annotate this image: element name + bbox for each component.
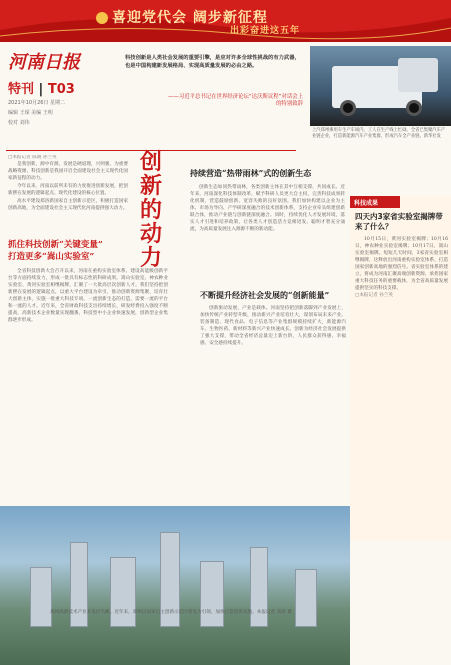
- wheel-icon: [406, 100, 422, 116]
- section2-column: [190, 184, 345, 284]
- lead-quote: 科技创新是人类社会发展的重要引擎，是应对许多全球性挑战的有力武器，也是中国构建新发展格局、实现高质量发展的必由之路。: [125, 55, 300, 69]
- section3-column: [200, 305, 346, 503]
- editor-line: 编辑 王琛 美编 王明: [8, 110, 53, 116]
- intro-byline: □本报记者 陈晓 孙兰英: [8, 155, 57, 160]
- sidebar-body: 10月15日，黄河实验室揭牌；10月16日，神农种业实验室揭牌；10月17日，嵩山实验室揭牌。短短几天时间，3家省实验室相继揭牌，这释放出河南重构实验室体系、打造国家创新高地的强烈信号。省实验室体系的建立，将成为河南汇聚高端创新资源、承担国家重大科技任务的重要载体，为全省高质量发展提供坚实的科技支撑。: [355, 237, 448, 291]
- building-shape: [295, 569, 317, 627]
- intro-column: [8, 155, 128, 235]
- proof-line: 校对 刘伟: [8, 120, 30, 126]
- sidebar-column: [355, 236, 448, 496]
- lead-attribution: ——习近平总书记在世界经济论坛“达沃斯议程”对话会上的特别致辞: [168, 94, 303, 107]
- banner-title: 喜迎党代会 阔步新征程: [112, 10, 268, 26]
- section2-body: 创新生态如同热带雨林，各类创新主体在其中互相支撑、共同成长。近年来，河南深化科技体制改革，赋予科研人员更大自主权，完善科技成果转化机制，营造鼓励创新、宽容失败的良好氛围。我们加快构建以企业为主体、市场为导向、产学研深度融合的技术创新体系，支持企业牵头组建创新联合体，推动产业链与创新链深度融合。同时，持续优化人才发展环境，落实人才引进和培养政策，让各类人才创造活力竞相迸发、聪明才智充分涌流，为高质量发展注入源源不断的新动能。: [190, 185, 345, 232]
- section3-body: 创新驱动发展，产业是载体。河南坚持把创新落脚到产业发展上，加快传统产业转型升级，推动新兴产业培育壮大，谋划布局未来产业。装备制造、现代食品、电子信息等产业集群规模持续扩大，新能源汽车、生物医药、新材料等新兴产业快速成长。创新为经济社会发展提供了强大支撑，带动全省经济总量迈上新台阶，人民群众获得感、幸福感、安全感持续提升。: [200, 306, 346, 346]
- section2-heading: 持续营造“热带雨林”式的创新生态: [190, 168, 312, 178]
- skyline-caption: 郑州高新技术产业开发区鸟瞰。近年来，郑州以国家自主创新示范区建设为引领，加快打造创新高地。本报记者 邓放 摄: [50, 610, 292, 615]
- section1-body: 全省科技创新大会召开以来，河南在重构实验室体系、建设高能级创新平台等方面持续发力，形成一批具有标志性的科研成果。嵩山实验室、神农种业实验室、黄河实验室相继揭牌，汇聚了一大批高层次创新人才。我们坚持把创新摆在发展的逻辑起点，以重大平台建设为牵引，推动创新资源集聚，培育壮大创新主体，实施一批重大科技专项。一流创新生态的打造，需要一流的平台和一流的人才。近年来，全省财政科技支出持续增长，研发经费投入强度不断提高，高新技术企业数量实现翻番，科技型中小企业快速发展，创新型企业集群逐步形成。: [8, 269, 168, 323]
- vehicle-cab-shape: [398, 58, 438, 92]
- edition-page: T03: [47, 82, 75, 97]
- building-shape: [110, 557, 136, 627]
- sidebar-heading: 四天内3家省实验室揭牌带来了什么？: [355, 212, 443, 231]
- date-line: 2021年10月26日 星期二: [8, 100, 66, 106]
- factory-photo: [310, 46, 451, 126]
- intro-paragraph: 是我创新，源中有源，发展是硬道理，兴则强，为重要战略资源，科技创新是我国开启全面建设社会主义现代化国家新征程的动力。: [8, 162, 128, 181]
- edition-label: 特刊 | T03: [8, 82, 75, 97]
- photo-caption: 上汽郑州乘用车生产车间内，工人在生产线上忙碌，全省已集聚汽车产业链企业，打造新能源汽车产业集群，形成汽车全产业链。新华社发: [312, 128, 446, 139]
- intro-paragraph: 今年以来，河南以前所未有的力度推进创新发展，把创新摆在发展的逻辑起点、现代化建设的核心位置。: [8, 184, 128, 196]
- building-shape: [30, 567, 52, 627]
- main-title: 创新的动力: [140, 149, 163, 271]
- party-emblem-icon: [96, 12, 108, 24]
- section1-heading: 抓住科技创新“关键变量”: [8, 240, 103, 250]
- edition-prefix: 特刊: [8, 82, 35, 97]
- wheel-icon: [340, 100, 356, 116]
- newspaper-logo: 河南日报: [8, 52, 80, 73]
- city-skyline-photo: [0, 506, 350, 665]
- masthead: [8, 48, 118, 127]
- banner-subtitle: 出彩奋进这五年: [230, 26, 301, 36]
- section3-heading: 不断提升经济社会发展的“创新能量”: [200, 290, 330, 300]
- sidebar-credit: □本报记者 孙兰英: [355, 293, 393, 298]
- building-shape: [200, 561, 224, 627]
- section1-subheading: 打造更多“嵩山实验室”: [8, 252, 95, 262]
- section1-column: [8, 268, 168, 503]
- page-banner: [0, 0, 451, 42]
- intro-paragraph: 高水平建设郑洛新国家自主创新示范区，积极打造国家创新高地，为全面建设社会主义现代化河南提供强大动力。: [8, 199, 128, 211]
- sidebar-tag: 科技成果: [350, 196, 400, 208]
